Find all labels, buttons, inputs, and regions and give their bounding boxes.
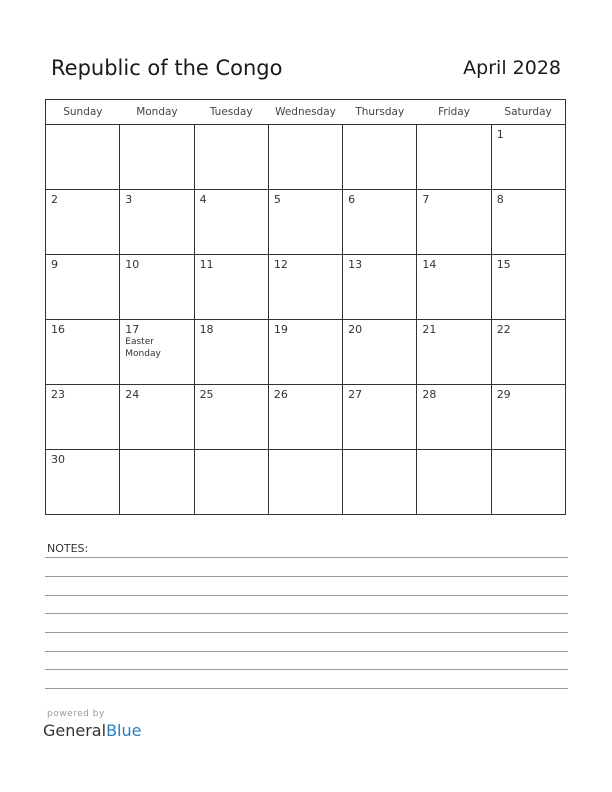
note-line: [45, 688, 568, 689]
day-number: 4: [199, 193, 207, 206]
day-cell[interactable]: [417, 190, 491, 255]
day-cell[interactable]: [194, 385, 268, 450]
day-cell[interactable]: [417, 255, 491, 320]
weekday-sunday: Sunday: [46, 100, 120, 125]
week-row: [46, 450, 566, 515]
weekday-wednesday: Wednesday: [268, 100, 342, 125]
day-number: 11: [199, 258, 214, 271]
day-number: 18: [199, 323, 214, 336]
brand-general: General: [43, 721, 107, 740]
day-number: 1: [496, 128, 504, 141]
day-cell[interactable]: [491, 450, 565, 515]
day-cell[interactable]: [46, 190, 120, 255]
day-cell[interactable]: [417, 125, 491, 190]
day-number: 25: [199, 388, 214, 401]
day-cell[interactable]: [46, 125, 120, 190]
day-cell[interactable]: [120, 190, 194, 255]
day-number: 26: [273, 388, 288, 401]
note-line: [45, 669, 568, 670]
weekday-thursday: Thursday: [343, 100, 417, 125]
day-cell[interactable]: [120, 125, 194, 190]
powered-by-text: powered by: [47, 709, 105, 719]
day-number: 7: [422, 193, 430, 206]
day-number: 2: [51, 193, 58, 206]
note-line: [45, 613, 568, 614]
brand-blue: Blue: [106, 721, 142, 740]
day-cell[interactable]: [343, 125, 417, 190]
day-cell[interactable]: [268, 190, 342, 255]
day-cell[interactable]: [417, 320, 491, 385]
holiday-label: Easter Monday: [125, 337, 161, 359]
day-number: 10: [125, 258, 140, 271]
day-cell[interactable]: [417, 385, 491, 450]
note-line: [45, 576, 568, 577]
day-number: 9: [51, 258, 58, 271]
day-cell[interactable]: [268, 125, 342, 190]
day-number: 12: [273, 258, 288, 271]
country-title: Republic of the Congo: [51, 56, 283, 80]
month-year-title: April 2028: [463, 57, 561, 79]
day-cell[interactable]: [491, 320, 565, 385]
day-number: 29: [496, 388, 511, 401]
week-row: [46, 320, 566, 385]
day-cell[interactable]: [268, 255, 342, 320]
day-number: 22: [496, 323, 511, 336]
day-number: 21: [422, 323, 437, 336]
day-cell[interactable]: [120, 255, 194, 320]
day-number: 14: [422, 258, 437, 271]
day-number: 6: [348, 193, 356, 206]
notes-label: NOTES:: [47, 542, 89, 555]
note-line: [45, 651, 568, 652]
day-cell[interactable]: [343, 320, 417, 385]
day-cell[interactable]: [46, 450, 120, 515]
day-cell[interactable]: [491, 255, 565, 320]
day-number: 15: [496, 258, 511, 271]
day-number: 13: [348, 258, 363, 271]
day-cell[interactable]: [46, 385, 120, 450]
day-cell[interactable]: [194, 190, 268, 255]
weekday-header-row: [46, 100, 566, 125]
day-cell[interactable]: [120, 385, 194, 450]
day-number: 24: [125, 388, 140, 401]
day-cell[interactable]: [417, 450, 491, 515]
week-row: [46, 255, 566, 320]
day-number: 20: [348, 323, 363, 336]
week-row: [46, 385, 566, 450]
day-number: 27: [348, 388, 363, 401]
day-number: 17: [125, 323, 140, 336]
day-number: 28: [422, 388, 437, 401]
day-number: 19: [273, 323, 288, 336]
day-number: 23: [51, 388, 65, 401]
generalblue-logo[interactable]: [43, 721, 141, 740]
day-number: 3: [125, 193, 133, 206]
note-line: [45, 595, 568, 596]
day-cell[interactable]: [194, 450, 268, 515]
week-row: [46, 125, 566, 190]
day-cell[interactable]: [194, 320, 268, 385]
day-cell[interactable]: [120, 320, 194, 385]
week-row: [46, 190, 566, 255]
weekday-saturday: Saturday: [491, 100, 565, 125]
note-line: [45, 632, 568, 633]
note-line: [45, 557, 568, 558]
day-cell[interactable]: [491, 385, 565, 450]
day-cell[interactable]: [343, 255, 417, 320]
day-cell[interactable]: [194, 255, 268, 320]
day-cell[interactable]: [120, 450, 194, 515]
day-cell[interactable]: [343, 190, 417, 255]
day-number: 16: [51, 323, 65, 336]
day-cell[interactable]: [491, 125, 565, 190]
day-cell[interactable]: [491, 190, 565, 255]
day-cell[interactable]: [268, 385, 342, 450]
day-cell[interactable]: [268, 450, 342, 515]
day-cell[interactable]: [343, 450, 417, 515]
weekday-friday: Friday: [417, 100, 491, 125]
day-number: 30: [51, 453, 65, 466]
day-cell[interactable]: [46, 255, 120, 320]
weekday-monday: Monday: [120, 100, 194, 125]
day-cell[interactable]: [343, 385, 417, 450]
day-cell[interactable]: [268, 320, 342, 385]
calendar-grid: [45, 99, 566, 515]
day-number: 8: [496, 193, 504, 206]
day-cell[interactable]: [46, 320, 120, 385]
day-cell[interactable]: [194, 125, 268, 190]
weekday-tuesday: Tuesday: [194, 100, 268, 125]
day-number: 5: [273, 193, 281, 206]
